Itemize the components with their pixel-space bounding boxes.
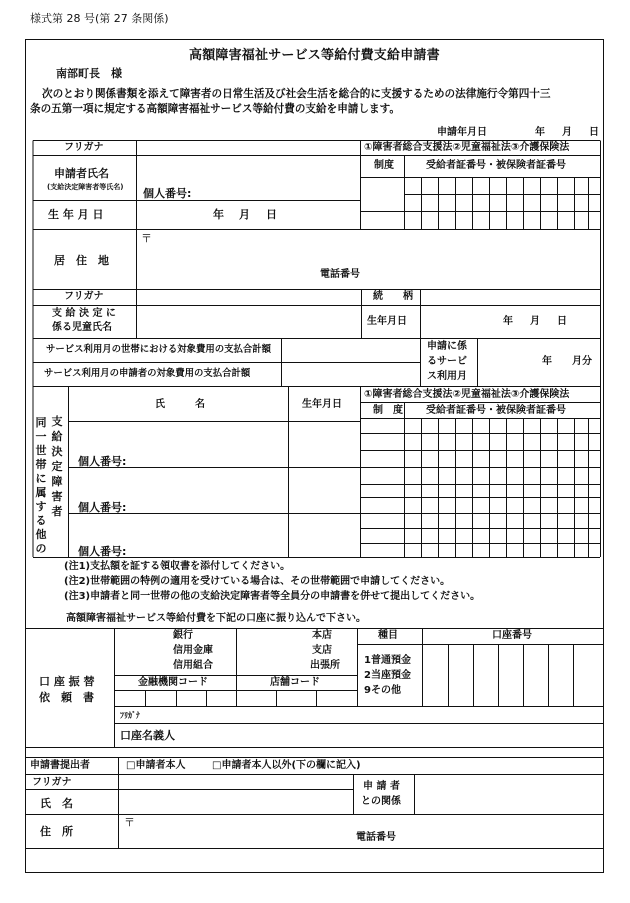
account-kind-other[interactable]: 9その他 <box>364 685 401 696</box>
child-name-label-1: 支 給 決 定 に <box>52 308 116 319</box>
submitter-name-label: 氏 名 <box>40 797 73 810</box>
submitter-postal-mark: 〒 <box>124 816 135 829</box>
household-vertical-label-right: 支給決定障害者 <box>51 415 63 518</box>
child-birth-label: 生年月日 <box>367 316 407 327</box>
submitter-label: 申請書提出者 <box>30 760 90 771</box>
applicant-name-field[interactable] <box>137 156 360 186</box>
note-1: (注1)支払額を証する領収書を添付してください。 <box>64 561 291 572</box>
service-month-value: 年 月分 <box>542 356 592 367</box>
member-cert-number-label: 受給者証番号・被保険者証番号 <box>426 405 566 416</box>
relationship-field[interactable] <box>421 290 599 305</box>
branch-code-label: 店舗コード <box>270 677 320 688</box>
birth-year: 年 <box>213 208 224 221</box>
child-furigana-label: フリガナ <box>64 291 104 302</box>
form-title: 高額障害福祉サービス等給付費支給申請書 <box>189 48 440 63</box>
submitter-address-label: 住 所 <box>40 825 73 838</box>
service-month-label-1: 申請に係 <box>427 341 467 352</box>
account-number-field[interactable] <box>423 645 603 706</box>
member-birth-header: 生年月日 <box>302 399 342 410</box>
holder-furigana-field[interactable] <box>150 707 603 723</box>
birth-day: 日 <box>266 208 277 221</box>
intro-text-line1: 次のとおり関係書類を添えて障害者の日常生活及び社会生活を総合的に支援するための法律施行令第四十三 <box>42 88 551 100</box>
child-birth-year: 年 <box>503 316 513 327</box>
applicant-name-label: 申請者氏名 <box>54 167 109 180</box>
postal-mark: 〒 <box>141 232 152 245</box>
transfer-label-2: 依 頼 書 <box>39 691 94 704</box>
relationship-to-applicant-1: 申 請 者 <box>363 781 400 792</box>
transfer-label-1: 口 座 振 替 <box>39 675 95 688</box>
submitter-other-checkbox[interactable]: □申請者本人以外(下の欄に記入) <box>212 760 361 771</box>
address-label: 居 住 地 <box>54 254 109 267</box>
personal-number-label: 個人番号: <box>143 187 192 200</box>
member-3-personal-number-label: 個人番号: <box>78 545 127 558</box>
law-systems-label: ①障害者総合支援法②児童福祉法③介護保険法 <box>364 142 570 153</box>
submitter-furigana-field[interactable] <box>119 775 353 789</box>
application-date-label: 申請年月日 <box>437 127 487 138</box>
member-1-personal-number-label: 個人番号: <box>78 455 127 468</box>
household-total-field[interactable] <box>282 339 420 362</box>
bank-code-field[interactable] <box>115 691 236 706</box>
child-name-field[interactable] <box>137 306 361 338</box>
bank-type-bank: 銀行 <box>173 630 193 641</box>
account-holder-field[interactable] <box>185 724 603 747</box>
birth-month: 月 <box>239 208 250 221</box>
app-date-day: 日 <box>589 127 599 138</box>
account-kind-label: 種目 <box>378 630 398 641</box>
submitter-relationship-field[interactable] <box>415 775 603 814</box>
app-date-month: 月 <box>562 127 572 138</box>
relationship-to-applicant-2: との関係 <box>361 796 401 807</box>
phone-label: 電話番号 <box>320 269 360 280</box>
system-label: 制度 <box>374 160 394 171</box>
service-month-label-3: ス利用月 <box>427 371 467 382</box>
submitter-phone-label: 電話番号 <box>356 832 396 843</box>
branch-code-field[interactable] <box>237 691 357 706</box>
child-birth-month: 月 <box>530 316 540 327</box>
submitter-name-field[interactable] <box>119 790 353 814</box>
account-kind-ordinary[interactable]: 1普通預金 <box>364 655 411 666</box>
form-number: 様式第 28 号(第 27 条関係) <box>30 12 169 25</box>
account-kind-current[interactable]: 2当座預金 <box>364 670 411 681</box>
member-2-personal-number-label: 個人番号: <box>78 501 127 514</box>
cert-number-label: 受給者証番号・被保険者証番号 <box>426 160 566 171</box>
holder-furigana-label: ﾌﾘｶﾞﾅ <box>120 711 140 720</box>
bank-type-kumiai: 信用組合 <box>173 660 213 671</box>
relationship-label: 続 柄 <box>373 291 413 302</box>
transfer-intro: 高額障害福祉サービス等給付費を下記の口座に振り込んで下さい。 <box>66 613 366 624</box>
member-name-header: 氏 名 <box>155 399 205 410</box>
service-month-label-2: るサービ <box>427 356 467 367</box>
member-law-systems-label: ①障害者総合支援法②児童福祉法③介護保険法 <box>364 389 570 400</box>
furigana-label: フリガナ <box>64 142 104 153</box>
child-birth-day: 日 <box>557 316 567 327</box>
note-2: (注2)世帯範囲の特例の適用を受けている場合は、その世帯範囲で申請してください。 <box>64 576 451 587</box>
household-total-label: サービス利用月の世帯における対象費用の支払合計額 <box>46 344 272 355</box>
intro-text-line2: 条の五第一項に規定する高額障害福祉サービス等給付費の支給を申請します。 <box>30 103 400 115</box>
branch-type-main: 本店 <box>312 630 332 641</box>
bank-name-field[interactable] <box>115 629 170 675</box>
applicant-total-field[interactable] <box>282 363 420 386</box>
address-field[interactable] <box>137 230 599 288</box>
birth-date-label: 生 年 月 日 <box>48 208 104 221</box>
app-date-year: 年 <box>535 127 545 138</box>
account-number-label: 口座番号 <box>492 630 532 641</box>
household-vertical-label-left: 同一世帯に属する他の <box>35 416 47 555</box>
submitter-furigana-label: フリガナ <box>32 777 72 788</box>
addressee: 南部町長 様 <box>56 67 122 80</box>
branch-type-branch: 支店 <box>312 645 332 656</box>
account-holder-label: 口座名義人 <box>120 729 175 742</box>
branch-type-office: 出張所 <box>310 660 340 671</box>
note-3: (注3)申請者と同一世帯の他の支給決定障害者等全員分の申請書を併せて提出してください。 <box>64 591 481 602</box>
branch-name-field[interactable] <box>237 629 309 675</box>
member-system-label: 制 度 <box>373 405 403 416</box>
applicant-furigana-field[interactable] <box>137 141 360 155</box>
bank-code-label: 金融機関コード <box>138 677 208 688</box>
applicant-total-label: サービス利用月の申請者の対象費用の支払合計額 <box>44 368 251 379</box>
submitter-self-checkbox[interactable]: □申請者本人 <box>126 760 186 771</box>
applicant-name-sublabel: (支給決定障害者等氏名) <box>47 183 124 191</box>
child-name-label-2: 係る児童氏名 <box>52 322 112 333</box>
bank-type-shinkin: 信用金庫 <box>173 645 213 656</box>
